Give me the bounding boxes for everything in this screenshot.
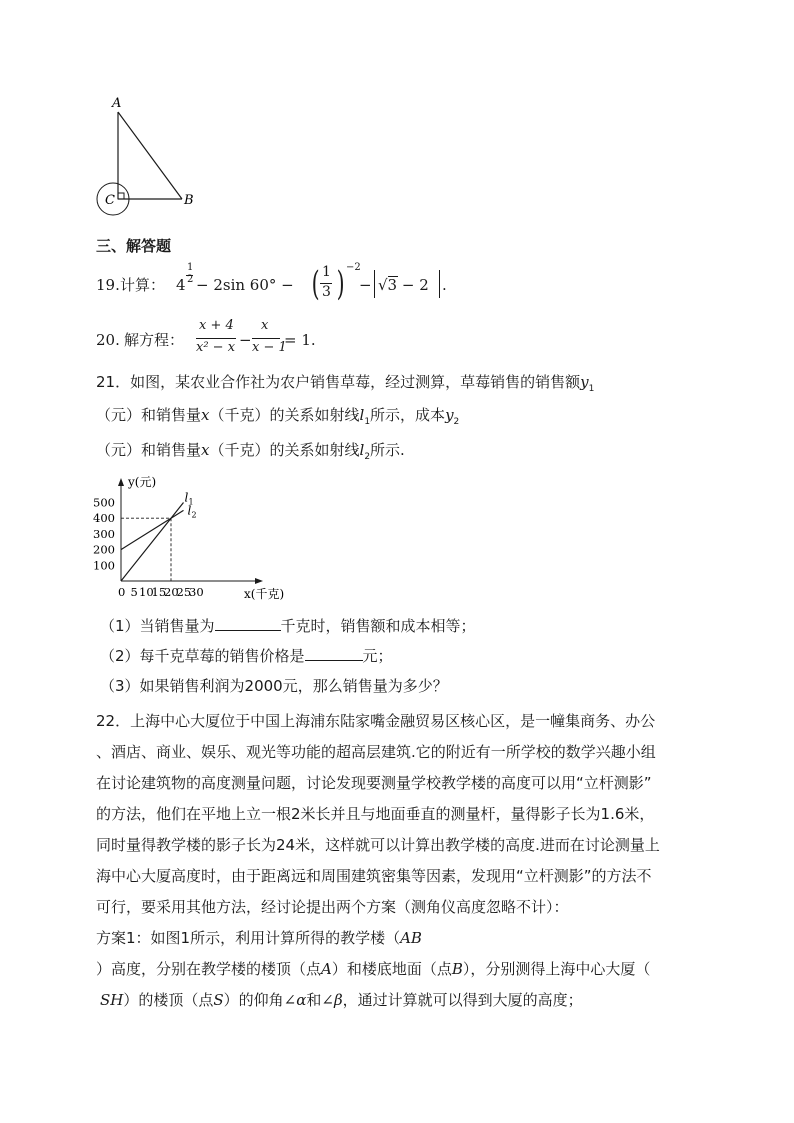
q22-plan2-line	[96, 954, 660, 985]
q22-plan2-c: ），分别测得上海中心大厦（	[462, 960, 651, 978]
y-tick-label: 400	[93, 511, 115, 526]
q21-line1-var: y	[580, 373, 589, 391]
q19-end: .	[442, 276, 447, 294]
series-line-l2	[121, 510, 184, 549]
x-tick-label: 30	[189, 585, 204, 599]
y-tick-label: 500	[93, 495, 115, 510]
q22-plan3-point-s: S	[213, 991, 224, 1009]
q20-f2-bar	[252, 338, 280, 339]
q20-rhs: = 1.	[284, 331, 316, 349]
q19-sqrt-bar	[388, 276, 398, 277]
q19-number: 19.	[96, 276, 120, 294]
x-tick-label: 5	[130, 585, 138, 599]
q21-sub2-a: （2）每千克草莓的销售价格是	[100, 647, 305, 665]
q21-line2-b: （千克）的关系如射线	[209, 406, 360, 424]
q21-sub-1	[100, 616, 476, 636]
x-tick-label: 0	[118, 585, 126, 599]
q22-line: 同时量得教学楼的影子长为24米，这样就可以计算出教学楼的高度.进而在讨论测量上	[96, 836, 660, 854]
question-20	[96, 316, 496, 362]
q21-line1-sub: 1	[588, 384, 595, 394]
q22-line: 在讨论建筑物的高度测量问题，讨论发现要测量学校教学楼的高度可以用“立杆测影”	[96, 774, 652, 792]
q22-plan1-line	[96, 923, 660, 954]
q20-f1-num: x + 4	[199, 318, 234, 333]
x-axis-arrow	[255, 578, 263, 584]
y-tick-label: 200	[93, 542, 115, 557]
q21-sub2-b: 元；	[362, 647, 393, 665]
q20-f1-bar	[196, 338, 236, 339]
x-tick-label: 20	[164, 585, 179, 599]
q22-plan2-b: ）和楼底地面（点	[331, 960, 452, 978]
vertex-b-label: B	[184, 193, 194, 208]
q21-line-chart	[90, 470, 300, 610]
series-label-l1-sub: 1	[188, 497, 194, 507]
q19-part2: −	[359, 276, 372, 294]
q22-plan3-line	[96, 985, 660, 1016]
triangle-figure	[90, 92, 210, 222]
q19-exp-den: 2	[187, 274, 194, 285]
q19-abs-right	[439, 270, 440, 298]
q22-plan2-a: ）高度，分别在教学楼的楼顶（点	[96, 960, 322, 978]
q21-line-1	[96, 372, 594, 399]
q21-line3-l-sub: 2	[364, 452, 371, 462]
q21-line1-text: 21．如图，某农业合作社为农户销售草莓，经过测算，草莓销售的销售额	[96, 373, 581, 391]
series-line-l1	[121, 503, 184, 582]
q21-line2-y-sub: 2	[453, 417, 460, 427]
q19-frac-den: 3	[322, 284, 331, 300]
q22-plan3-angle-beta: ∠β	[321, 991, 343, 1009]
q22-line: 海中心大厦高度时，由于距离远和周围建筑密集等因素，发现用“立杆测影”的方法不	[96, 867, 652, 885]
q21-line3-x: x	[201, 441, 210, 459]
q21-line2-x: x	[201, 406, 210, 424]
side-ab	[118, 112, 182, 199]
q22-plan2-point-a: A	[321, 960, 332, 978]
vertex-c-label: C	[105, 193, 115, 208]
q19-exp-num: 1	[187, 262, 194, 273]
q20-f1-den: x² − x	[196, 340, 236, 355]
vertex-a-label: A	[112, 96, 122, 111]
q20-verb: 解方程：	[124, 331, 185, 349]
q19-frac-num: 1	[322, 264, 331, 280]
q20-number: 20.	[96, 331, 120, 349]
x-axis-label: x(千克)	[244, 587, 285, 601]
q21-line2-l: l	[359, 406, 365, 424]
q19-abs-inner: √3 − 2	[378, 276, 429, 294]
x-tick-label: 15	[151, 585, 167, 599]
q22-plan3-sh: SH	[100, 991, 124, 1009]
q21-line2-y: y	[445, 406, 454, 424]
q20-f2-den: x − 1	[252, 340, 287, 355]
series-label-l2-sub: 2	[191, 510, 197, 520]
q21-sub1-blank[interactable]	[215, 616, 281, 631]
q22-plan1-ab: AB	[400, 929, 422, 947]
q21-line2-c: 所示，成本	[370, 406, 446, 424]
section-title: 三、解答题	[96, 237, 172, 255]
q19-abs-left	[374, 270, 375, 298]
q22-plan3-c: ）的仰角	[223, 991, 284, 1009]
right-angle-mark	[118, 193, 124, 199]
q22-plan3-b: ）的楼顶（点	[123, 991, 214, 1009]
question-22	[96, 706, 660, 1016]
y-axis-arrow	[118, 478, 124, 486]
q21-line2-a: （元）和销售量	[96, 406, 202, 424]
q21-line3-l: l	[359, 441, 365, 459]
x-tick-label: 25	[176, 585, 192, 599]
q22-plan3-and: 和	[306, 991, 322, 1009]
q21-line-3	[96, 440, 405, 467]
series-label-l2: l	[187, 503, 192, 518]
y-tick-label: 300	[93, 526, 115, 541]
q22-line: 、酒店、商业、娱乐、观光等功能的超高层建筑.它的附近有一所学校的数学兴趣小组	[96, 743, 656, 761]
q22-line: 的方法，他们在平地上立一根2米长并且与地面垂直的测量杆，量得影子长为1.6米，	[96, 805, 655, 823]
q19-verb: 计算：	[120, 276, 166, 294]
q20-minus: −	[239, 331, 252, 349]
q19-left-paren: (	[311, 264, 320, 304]
q22-plan3-angle-alpha: ∠α	[283, 991, 307, 1009]
q19-right-paren: )	[336, 264, 345, 304]
q21-line-2	[96, 405, 459, 432]
q22-plan1-a: 方案1：如图1所示，利用计算所得的教学楼（	[96, 929, 401, 947]
y-axis-label: y(元)	[128, 475, 157, 489]
q21-sub2-blank[interactable]	[305, 646, 363, 661]
q22-plan2-point-b: B	[451, 960, 463, 978]
question-19	[96, 262, 516, 306]
q22-plan3-d: ，通过计算就可以得到大厦的高度；	[342, 991, 583, 1009]
q21-line3-b: （千克）的关系如射线	[209, 441, 360, 459]
q20-f2-num: x	[261, 318, 269, 333]
q21-sub-3: （3）如果销售利润为2000元，那么销售量为多少？	[100, 677, 448, 695]
q21-sub1-a: （1）当销售量为	[100, 617, 215, 635]
q19-part1: − 2sin 60° −	[196, 276, 294, 294]
x-tick-label: 10	[139, 585, 154, 599]
q21-sub-2	[100, 646, 393, 666]
q21-line2-l-sub: 1	[364, 417, 371, 427]
q19-neg-exp: −2	[346, 262, 361, 273]
q21-line3-a: （元）和销售量	[96, 441, 202, 459]
q22-line: 22．上海中心大厦位于中国上海浦东陆家嘴金融贸易区核心区，是一幢集商务、办公	[96, 712, 656, 730]
series-label-l1: l	[184, 490, 189, 505]
q21-line3-c: 所示.	[370, 441, 405, 459]
y-tick-label: 100	[93, 558, 115, 573]
q21-sub1-b: 千克时，销售额和成本相等；	[280, 617, 476, 635]
q19-base: 4	[176, 276, 186, 294]
q22-line: 可行，要采用其他方法，经讨论提出两个方案（测角仪高度忽略不计）：	[96, 898, 569, 916]
